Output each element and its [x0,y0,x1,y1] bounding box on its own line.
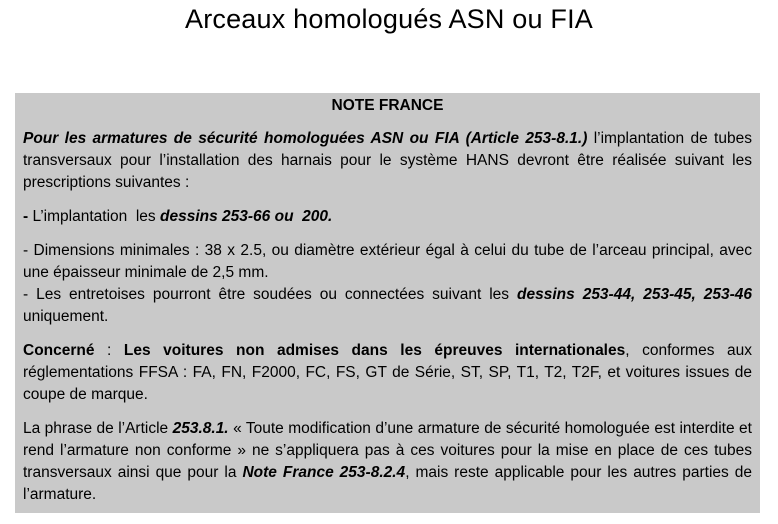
text-run: Les voitures non admises dans les épreuves internationales [123,342,626,359]
paragraph-concerne [23,340,752,406]
text-run: - [23,208,33,225]
text-run: Concerné [23,342,95,359]
paragraph-implantation-dessins [23,206,752,228]
paragraph-dimensions [23,240,752,284]
text-run: L’implantation les [32,208,160,225]
text-run: 253.8.1. [172,420,229,437]
text-run: - Les entretoises pourront être soudées ou connectées suivant les [23,286,518,303]
page-title: Arceaux homologués ASN ou FIA [184,4,594,34]
note-france-header: NOTE FRANCE [331,97,444,114]
text-run: dessins 253-66 ou 200. [160,208,333,225]
note-france-box [15,93,760,513]
text-run: : [94,342,124,359]
paragraph-article-phrase [23,418,752,506]
text-run: « Toute modification d’une armature de sécurité homologuée est interdite et rend l’armature non conforme » ne s’appliquera pas à ces voitures pour la mise en place de ces tubes transversaux ainsi que pour la [23,420,752,481]
text-run: La phrase de l’Article [23,420,173,437]
text-run: uniquement. [23,308,109,325]
text-run: Note France 253-8.2.4 [242,464,406,481]
text-run: dessins 253-44, 253-45, 253-46 [517,286,753,303]
text-run: , mais reste applicable pour les autres parties de l’armature. [23,464,752,503]
text-run: l’implantation de tubes transversaux pour l’installation des harnais pour le système HANS devront être réalisée suivant les prescriptions suivantes : [23,130,752,191]
text-run: - Dimensions minimales : 38 x 2.5, ou diamètre extérieur égal à celui du tube de l’arceau principal, avec une épaisseur minimale de 2,5 mm. [23,242,752,281]
paragraph-implantation-intro [23,128,752,194]
paragraph-entretoises [23,284,752,328]
text-run: , conformes aux réglementations FFSA : FA, FN, F2000, FC, FS, GT de Série, ST, SP, T1, T2, T2F, et voitures issues de coupe de marque. [23,342,752,403]
text-run: Pour les armatures de sécurité homologuées ASN ou FIA (Article 253-8.1.) [23,130,594,147]
